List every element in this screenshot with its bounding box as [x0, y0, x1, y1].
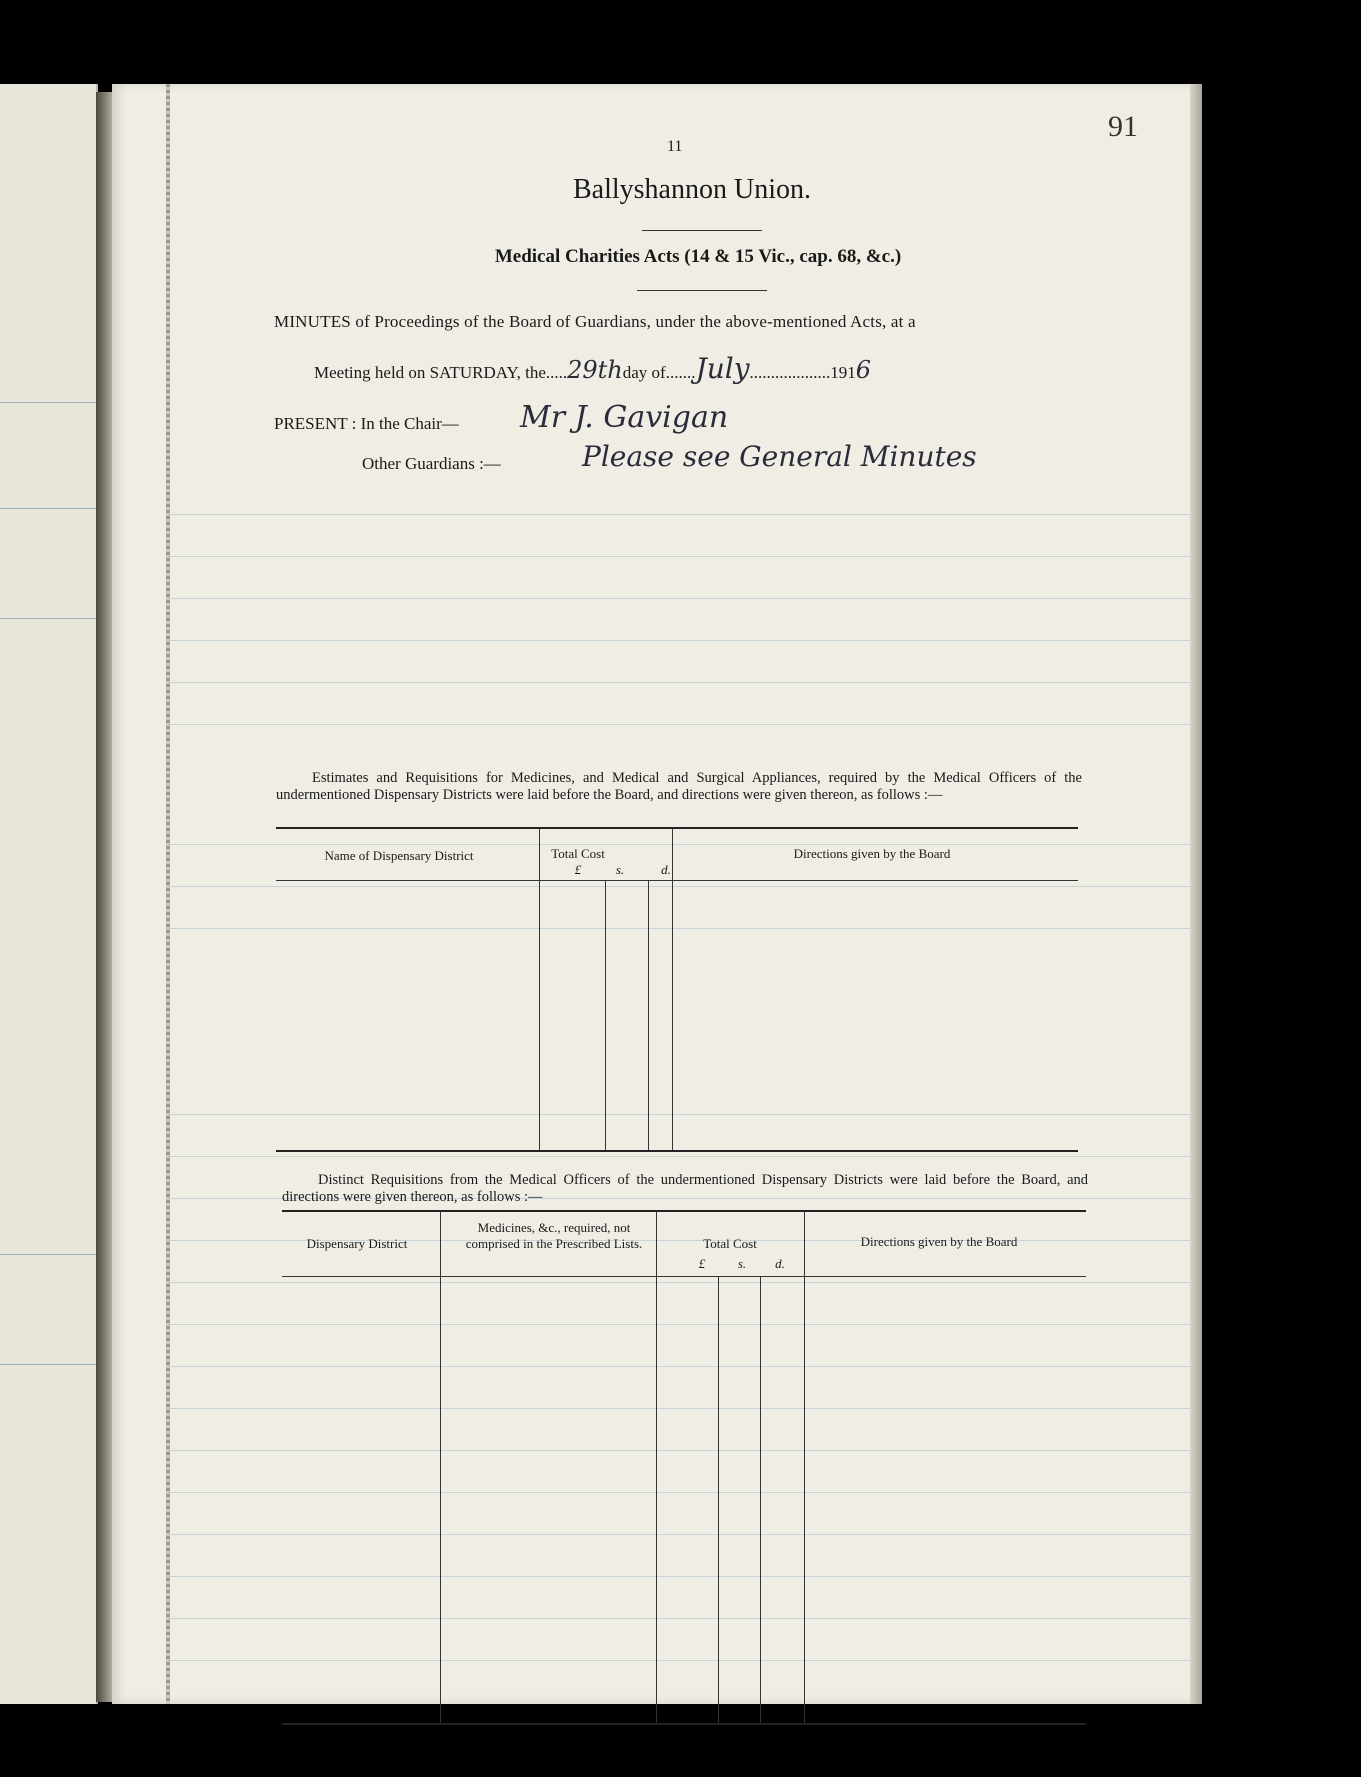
- acts-subtitle: Medical Charities Acts (14 & 15 Vic., cap. 68, &c.): [494, 246, 902, 267]
- other-guardians-note: Please see General Minutes: [582, 440, 977, 473]
- page-title: Ballyshannon Union.: [573, 174, 811, 205]
- meeting-month: July: [695, 352, 750, 385]
- col-dispensary-name: Name of Dispensary District: [324, 848, 474, 863]
- meeting-year-digit: 6: [855, 356, 872, 384]
- meeting-line: Meeting held on SATURDAY, the.....29thday of.......July...................1916: [314, 352, 872, 385]
- col-directions-2: Directions given by the Board: [860, 1234, 1018, 1249]
- page-number: 91: [1108, 110, 1138, 143]
- cost-pounds-label-2: £: [698, 1256, 706, 1271]
- cost-shillings-label-2: s.: [737, 1256, 747, 1271]
- present-label: PRESENT : In the Chair—: [274, 414, 459, 433]
- col-medicines: Medicines, &c., required, not comprised in the Prescribed Lists.: [465, 1220, 643, 1251]
- distinct-intro: Distinct Requisitions from the Medical Officers of the undermentioned Dispensary Districts were laid before the Board, and directions were given thereon, as follows :—: [282, 1172, 1088, 1205]
- facing-page: [0, 84, 98, 1704]
- cost-shillings-label: s.: [615, 862, 625, 877]
- page-edge: [1190, 84, 1202, 1704]
- other-guardians-label: Other Guardians :—: [362, 454, 501, 473]
- minutes-line: MINUTES of Proceedings of the Board of Guardians, under the above-mentioned Acts, at a: [274, 312, 916, 331]
- cost-pence-label: d.: [661, 862, 671, 877]
- col-total-cost-2: Total Cost: [703, 1236, 757, 1251]
- cost-pence-label-2: d.: [775, 1256, 785, 1271]
- meeting-day: 29th: [567, 356, 623, 384]
- ledger-page: [112, 84, 1198, 1704]
- col-total-cost: Total Cost: [551, 846, 605, 861]
- col-directions: Directions given by the Board: [793, 846, 951, 861]
- estimates-intro: Estimates and Requisitions for Medicines, and Medical and Surgical Appliances, required by the Medical Officers of the undermentioned Dispensary Districts were laid before the Board, and directions were given thereon, as follows :—: [276, 770, 1082, 803]
- margin-rule: [166, 84, 170, 1704]
- chair-name: Mr J. Gavigan: [520, 400, 729, 435]
- sheet-number: 11: [667, 138, 683, 155]
- col-dispensary-district: Dispensary District: [306, 1236, 408, 1251]
- cost-pounds-label: £: [574, 862, 582, 877]
